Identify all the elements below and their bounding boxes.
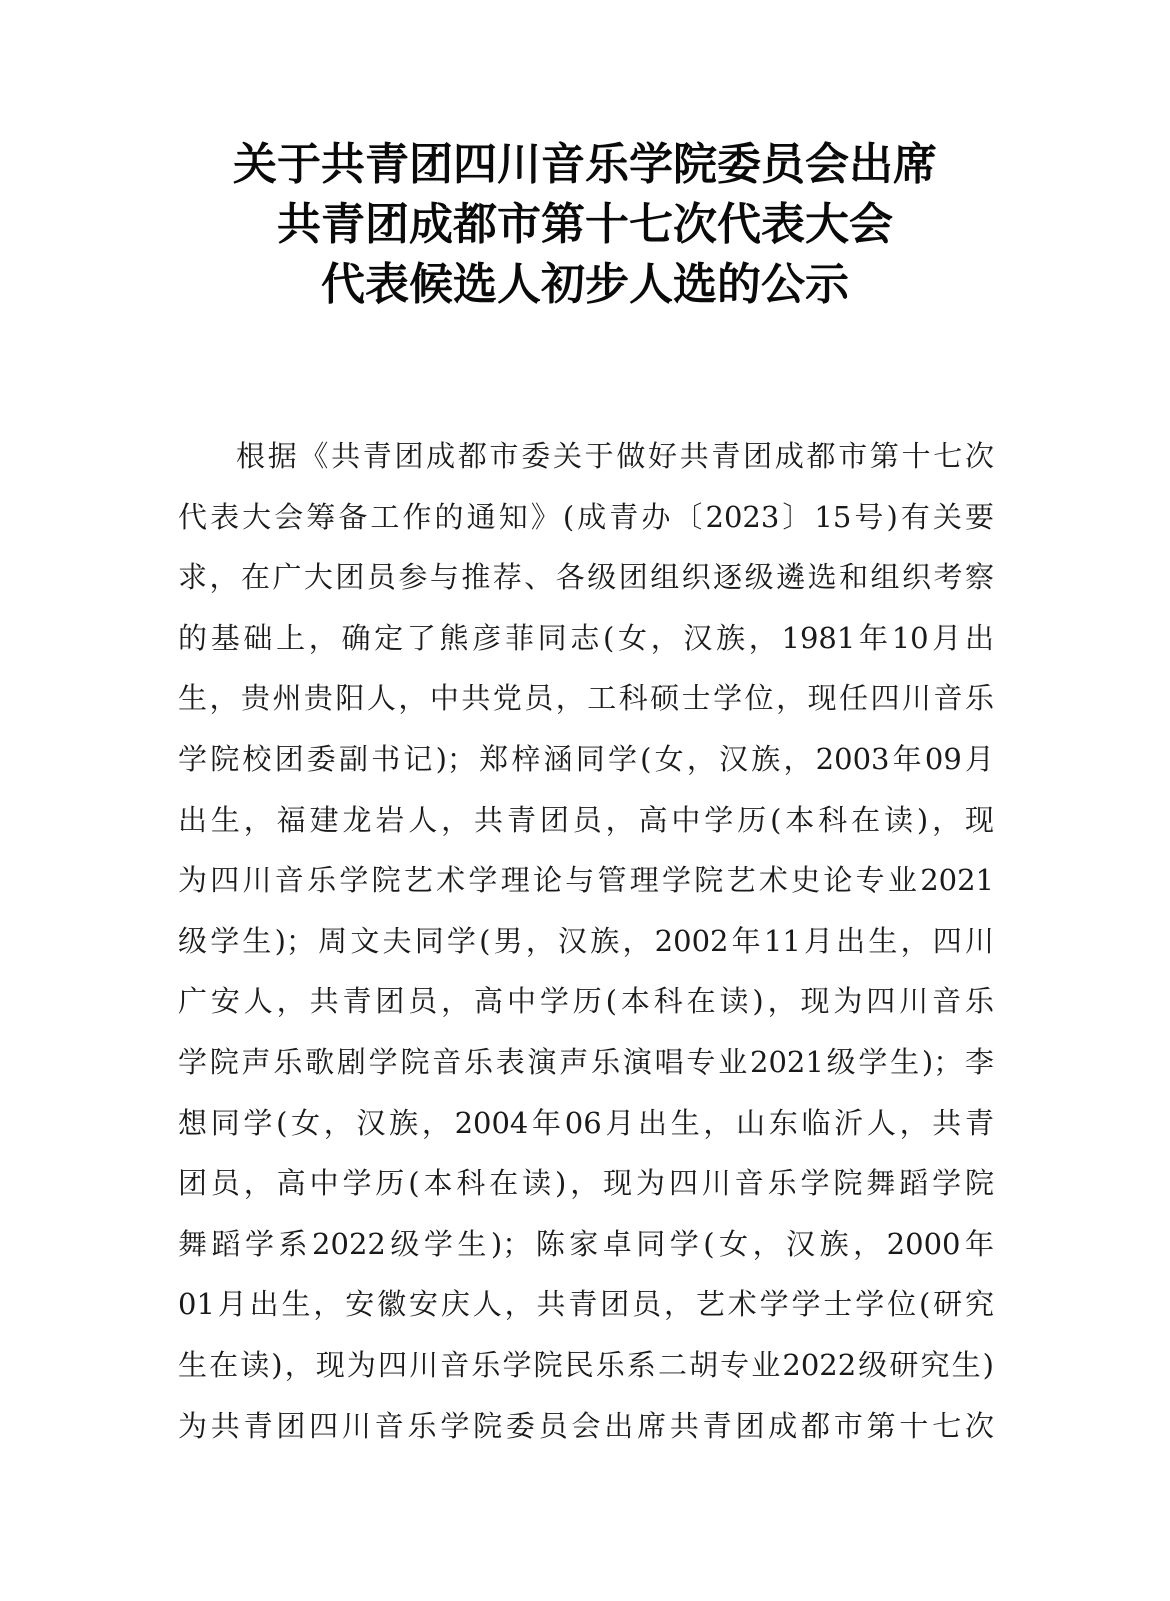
document-body xyxy=(178,426,994,1456)
body-line: 想同学(女，汉族，2004年06月出生，山东临沂人，共青 xyxy=(178,1105,994,1140)
body-line: 级学生)；周文夫同学(男，汉族，2002年11月出生，四川 xyxy=(178,923,994,958)
body-line: 的基础上，确定了熊彦菲同志(女，汉族，1981年10月出 xyxy=(178,620,994,655)
body-line: 舞蹈学系2022级学生)；陈家卓同学(女，汉族，2000年 xyxy=(178,1226,994,1261)
body-line: 根据《共青团成都市委关于做好共青团成都市第十七次 xyxy=(236,439,994,473)
body-line: 广安人，共青团员，高中学历(本科在读)，现为四川音乐 xyxy=(178,984,994,1019)
body-line: 学院声乐歌剧学院音乐表演声乐演唱专业2021级学生)；李 xyxy=(178,1044,994,1079)
body-line: 代表大会筹备工作的通知》(成青办〔2023〕15号)有关要 xyxy=(178,499,994,534)
body-line: 生，贵州贵阳人，中共党员，工科硕士学位，现任四川音乐 xyxy=(178,681,994,716)
body-line: 出生，福建龙岩人，共青团员，高中学历(本科在读)，现 xyxy=(178,802,994,837)
title-line-3: 代表候选人初步人选的公示 xyxy=(321,259,849,310)
body-line: 生在读)，现为四川音乐学院民乐系二胡专业2022级研究生) xyxy=(178,1347,994,1382)
title-line-1: 关于共青团四川音乐学院委员会出席 xyxy=(233,139,937,190)
body-line: 团员，高中学历(本科在读)，现为四川音乐学院舞蹈学院 xyxy=(178,1166,994,1201)
body-line: 01月出生，安徽安庆人，共青团员，艺术学学士学位(研究 xyxy=(178,1287,994,1322)
document-title xyxy=(0,135,1170,315)
title-line-2: 共青团成都市第十七次代表大会 xyxy=(277,199,893,250)
body-line: 学院校团委副书记)；郑梓涵同学(女，汉族，2003年09月 xyxy=(178,741,994,776)
body-line: 为四川音乐学院艺术学理论与管理学院艺术史论专业2021 xyxy=(178,863,994,898)
body-line: 求，在广大团员参与推荐、各级团组织逐级遴选和组织考察 xyxy=(178,560,994,595)
body-line: 为共青团四川音乐学院委员会出席共青团成都市第十七次 xyxy=(178,1408,994,1443)
